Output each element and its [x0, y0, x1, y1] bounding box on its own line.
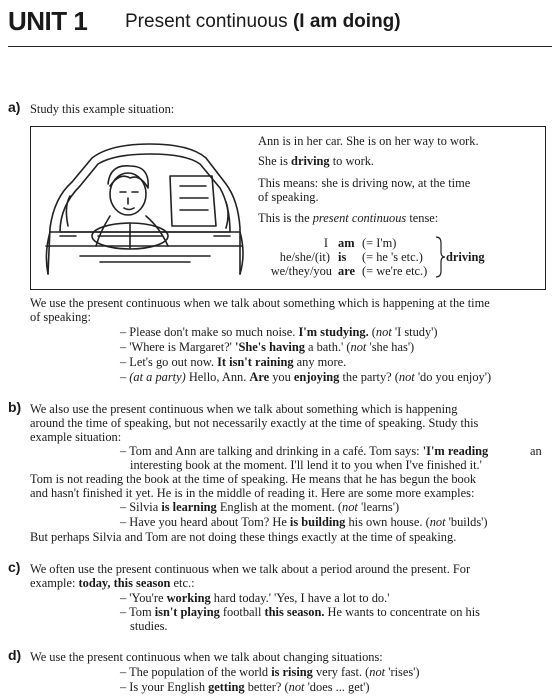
text: hard today.' 'Yes, I have a lot to do.' — [210, 591, 390, 605]
text-bold: 'She's having — [235, 340, 305, 354]
text: This is the — [258, 211, 313, 225]
tense-driving: driving — [446, 250, 485, 264]
text-bold: working — [166, 591, 211, 605]
text: better? ( — [244, 680, 289, 694]
section-a-para-2: of speaking: — [30, 310, 91, 324]
tense-verb-3: are — [338, 264, 355, 278]
text-italic: not — [342, 500, 358, 514]
text-italic: not — [375, 325, 392, 339]
title-text: Present continuous — [125, 11, 293, 32]
example-b-quote-1 — [120, 444, 488, 458]
text-bold: is rising — [271, 665, 313, 679]
text-italic: not — [429, 515, 446, 529]
text-bold: is building — [289, 515, 346, 529]
box-line-3: This means: she is driving now, at the time — [258, 176, 471, 190]
box-line-4: of speaking. — [258, 190, 319, 204]
car-illustration — [40, 136, 245, 284]
example-c-2-cont: studies. — [130, 619, 168, 633]
section-b-para-2: around the time of speaking, but not necessarily exactly at the time of speaking. Study this — [30, 416, 479, 430]
tense-expl-1: (= I'm) — [362, 236, 397, 250]
example-a-3 — [120, 355, 346, 369]
text: – Let's go out now. — [120, 355, 218, 369]
text-bold: It isn't raining — [217, 355, 294, 369]
tense-expl-2: (= he 's etc.) — [362, 250, 423, 264]
tense-subject-3: we/they/you — [270, 264, 332, 278]
tense-subject-2: he/she/(it) — [279, 250, 330, 264]
text: 'rises') — [385, 665, 420, 679]
text-bold: driving — [291, 154, 330, 168]
text: He wants to concentrate on his — [324, 605, 480, 619]
text-bold: Are — [249, 370, 270, 384]
unit-title — [125, 10, 401, 34]
text: 'do you enjoy') — [414, 370, 492, 384]
text-bold: enjoying — [293, 370, 340, 384]
text: She is — [258, 154, 292, 168]
text: – Silvia — [120, 500, 162, 514]
section-c-para-2 — [30, 576, 195, 590]
example-b-quote-2: interesting book at the moment. I'll lend it to you when I've finished it.' — [130, 458, 482, 472]
tense-expl-3: (= we're etc.) — [362, 264, 428, 278]
section-b-para-1: We also use the present continuous when we talk about something which is happening — [30, 402, 458, 416]
text: a bath.' ( — [304, 340, 351, 354]
text-bold: is learning — [161, 500, 217, 514]
example-d-1 — [120, 665, 420, 679]
text: example: — [30, 576, 79, 590]
tense-verb-2: is — [338, 250, 347, 264]
text-bold: 'I'm reading — [422, 444, 489, 458]
unit-number: UNIT 1 — [8, 6, 88, 36]
title-bold: (I am doing) — [292, 11, 401, 32]
text: 'does ... get') — [304, 680, 370, 694]
text: tense: — [406, 211, 439, 225]
section-b-para-6: But perhaps Silvia and Tom are not doing these things exactly at the time of speaking. — [30, 530, 457, 544]
text: English at the moment. ( — [216, 500, 342, 514]
example-c-1 — [120, 591, 389, 605]
text: the party? ( — [339, 370, 399, 384]
example-b-1 — [120, 500, 399, 514]
text: very fast. ( — [312, 665, 370, 679]
section-a-para-1: We use the present continuous when we talk about something which is happening at the time — [30, 296, 490, 310]
section-b-para-3: example situation: — [30, 430, 122, 444]
example-a-1 — [120, 325, 438, 339]
section-b-para-4: Tom is not reading the book at the time of speaking. He means that he has begun the book — [30, 472, 477, 486]
text-bold: this season. — [264, 605, 325, 619]
text-italic: – (at a party) — [120, 370, 186, 384]
brace-icon — [434, 235, 446, 279]
text-bold: isn't playing — [154, 605, 220, 619]
text: – Is your English — [120, 680, 209, 694]
example-a-2 — [120, 340, 414, 354]
text-italic: not — [369, 665, 386, 679]
box-line-2 — [258, 154, 374, 168]
section-a-label: a) — [8, 99, 21, 115]
section-c-label: c) — [8, 559, 21, 575]
text: 'learns') — [357, 500, 400, 514]
section-b-para-5: and hasn't finished it yet. He is in the middle of reading it. Here are some more examples: — [30, 486, 475, 500]
text-bold: I'm studying. — [298, 325, 369, 339]
section-c-para-1: We often use the present continuous when we talk about a period around the present. For — [30, 562, 471, 576]
text: 'builds') — [445, 515, 488, 529]
example-a-4 — [120, 370, 491, 384]
example-c-2 — [120, 605, 480, 619]
text: any more. — [293, 355, 347, 369]
box-line-1: Ann is in her car. She is on her way to work. — [258, 134, 479, 148]
section-a-intro: Study this example situation: — [30, 102, 175, 116]
section-d-para-1: We use the present continuous when we talk about changing situations: — [30, 650, 383, 664]
tense-verb-1: am — [338, 236, 355, 250]
text-italic: present continuous — [312, 211, 407, 225]
header-rule — [8, 46, 552, 47]
text: etc.: — [170, 576, 195, 590]
example-d-2 — [120, 680, 370, 694]
text: you — [269, 370, 294, 384]
text: football — [219, 605, 265, 619]
example-b-quote-1-end: an — [530, 444, 542, 458]
section-b-label: b) — [8, 399, 22, 415]
text: – 'You're — [120, 591, 167, 605]
text: – Please don't make so much noise. — [120, 325, 299, 339]
text: – Tom and Ann are talking and drinking in a café. Tom says: — [120, 444, 423, 458]
text: to work. — [329, 154, 375, 168]
text: – 'Where is Margaret?' — [120, 340, 236, 354]
text: ( — [368, 325, 376, 339]
text-italic: not — [398, 370, 415, 384]
text: his own house. ( — [345, 515, 430, 529]
example-b-2 — [120, 515, 488, 529]
tense-subject-1: I — [323, 236, 328, 250]
text: 'she has') — [366, 340, 415, 354]
text: – The population of the world — [120, 665, 272, 679]
text: Hello, Ann. — [185, 370, 250, 384]
text-bold: getting — [208, 680, 245, 694]
text: – Tom — [120, 605, 155, 619]
box-line-5 — [258, 211, 438, 225]
text-italic: not — [288, 680, 305, 694]
text: – Have you heard about Tom? He — [120, 515, 290, 529]
text-bold: today, this season — [78, 576, 171, 590]
section-d-label: d) — [8, 647, 22, 663]
text: 'I study') — [391, 325, 438, 339]
text-italic: not — [350, 340, 367, 354]
